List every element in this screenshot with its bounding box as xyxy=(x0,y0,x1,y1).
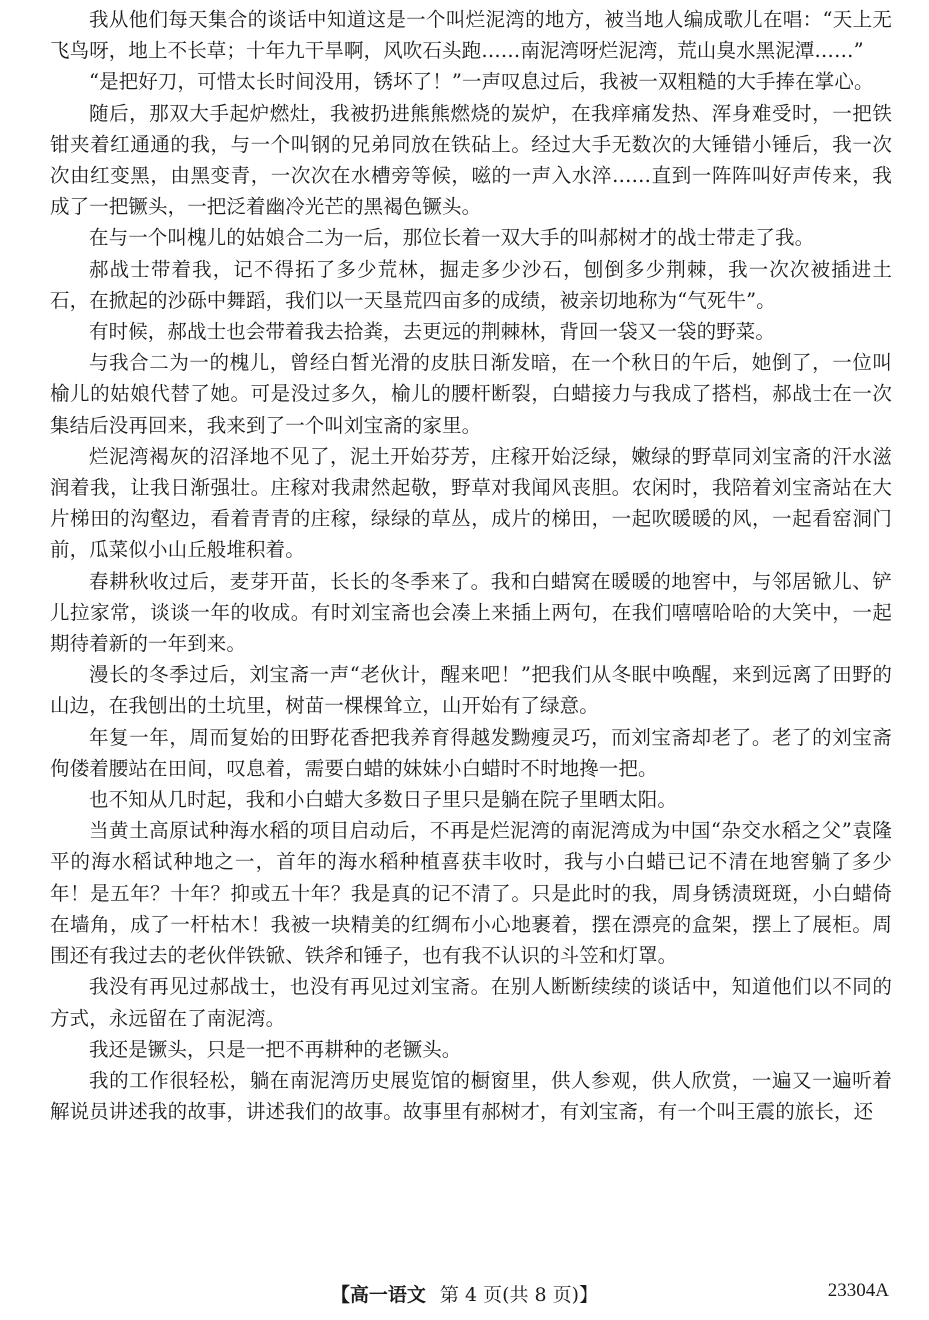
paragraph-9: 春耕秋收过后，麦芽开苗，长长的冬季来了。我和白蜡窝在暖暖的地窖中，与邻居锨儿、铲儿拉家常，谈谈一年的收成。有时刘宝斋也会凑上来插上两句，在我们嘻嘻哈哈的大笑中，一起期待着新的一年到来。 xyxy=(50,569,892,656)
paragraph-6: 有时候，郝战士也会带着我去拾粪，去更远的荆棘林，背回一袋又一袋的野菜。 xyxy=(89,320,776,344)
paragraph-14: 我没有再见过郝战士，也没有再见过刘宝斋。在别人断断续续的谈话中，知道他们以不同的方式，永远留在了南泥湾。 xyxy=(50,975,892,1030)
page-footer xyxy=(0,1278,929,1308)
paragraph-3: 随后，那双大手起炉燃灶，我被扔进熊熊燃烧的炭炉，在我痒痛发热、浑身难受时，一把铁钳夹着红通通的我，与一个叫钢的兄弟同放在铁砧上。经过大手无数次的大锤错小锤后，我一次次由红变黑，由黑变青，一次次在水槽旁等候，嗞的一声入水淬……直到一阵阵叫好声传来，我成了一把镢头，一把泛着幽冷光芒的黑褐色镢头。 xyxy=(50,101,892,219)
paragraph-15: 我还是镢头，只是一把不再耕种的老镢头。 xyxy=(89,1037,462,1061)
paragraph-2: “是把好刀，可惜太长时间没用，锈坏了！”一声叹息过后，我被一双粗糙的大手捧在掌心。 xyxy=(89,70,874,94)
footer-page-info: 第 4 页(共 8 页)】 xyxy=(439,1284,599,1306)
footer-exam-code: 23304A xyxy=(827,1280,889,1301)
paragraph-10: 漫长的冬季过后，刘宝斋一声“老伙计，醒来吧！”把我们从冬眠中唤醒，来到远离了田野的山边，在我刨出的土坑里，树苗一棵棵耸立，山开始有了绿意。 xyxy=(50,663,892,718)
paragraph-12: 也不知从几时起，我和小白蜡大多数日子里只是躺在院子里晒太阳。 xyxy=(89,788,678,812)
paragraph-13: 当黄土高原试种海水稻的项目启动后，不再是烂泥湾的南泥湾成为中国“杂交水稻之父”袁隆平的海水稻试种地之一，首年的海水稻种植喜获丰收时，我与小白蜡已记不清在地窖躺了多少年！是五年？十年？抑或五十年？我是真的记不清了。只是此时的我，周身锈渍斑斑，小白蜡倚在墙角，成了一杆枯木！我被一块精美的红绸布小心地裹着，摆在漂亮的盒架，摆上了展柜。周围还有我过去的老伙伴铁锨、铁斧和锤子，也有我不认识的斗笠和灯罩。 xyxy=(50,819,892,968)
paragraph-11: 年复一年，周而复始的田野花香把我养育得越发黝瘦灵巧，而刘宝斋却老了。老了的刘宝斋佝偻着腰站在田间，叹息着，需要白蜡的妹妹小白蜡时不时地搀一把。 xyxy=(50,725,892,780)
paragraph-5: 郝战士带着我，记不得拓了多少荒林，掘走多少沙石，刨倒多少荆棘，我一次次被插进土石，在掀起的沙砾中舞蹈，我们以一天垦荒四亩多的成绩，被亲切地称为“气死牛”。 xyxy=(50,257,892,312)
paragraph-16: 我的工作很轻松，躺在南泥湾历史展览馆的橱窗里，供人参观，供人欣赏，一遍又一遍听着解说员讲述我的故事，讲述我们的故事。故事里有郝树才，有刘宝斋，有一个叫王震的旅长，还 xyxy=(50,1068,892,1124)
paragraph-1: 我从他们每天集合的谈话中知道这是一个叫烂泥湾的地方，被当地人编成歌儿在唱：“天上无飞鸟呀，地上不长草；十年九干旱啊，风吹石头跑……南泥湾呀烂泥湾，荒山臭水黑泥潭……” xyxy=(50,8,892,63)
paragraph-4: 在与一个叫槐儿的姑娘合二为一后，那位长着一双大手的叫郝树才的战士带走了我。 xyxy=(89,226,815,250)
paragraph-7: 与我合二为一的槐儿，曾经白皙光滑的皮肤日渐发暗，在一个秋日的午后，她倒了，一位叫榆儿的姑娘代替了她。可是没过多久，榆儿的腰杆断裂，白蜡接力与我成了搭档，郝战士在一次集结后没再回来，我来到了一个叫刘宝斋的家里。 xyxy=(50,351,892,437)
story-body xyxy=(50,4,892,1127)
footer-page-label xyxy=(0,1280,929,1307)
footer-subject: 【高一语文 xyxy=(330,1284,426,1306)
paragraph-8: 烂泥湾褐灰的沼泽地不见了，泥土开始芬芳，庄稼开始泛绿，嫩绿的野草同刘宝斋的汗水滋润着我，让我日渐强壮。庄稼对我肃然起敬，野草对我闻风丧胆。农闲时，我陪着刘宝斋站在大片梯田的沟壑边，看着青青的庄稼，绿绿的草丛，成片的梯田，一起吹暖暖的风，一起看窑洞门前，瓜菜似小山丘般堆积着。 xyxy=(50,444,892,562)
